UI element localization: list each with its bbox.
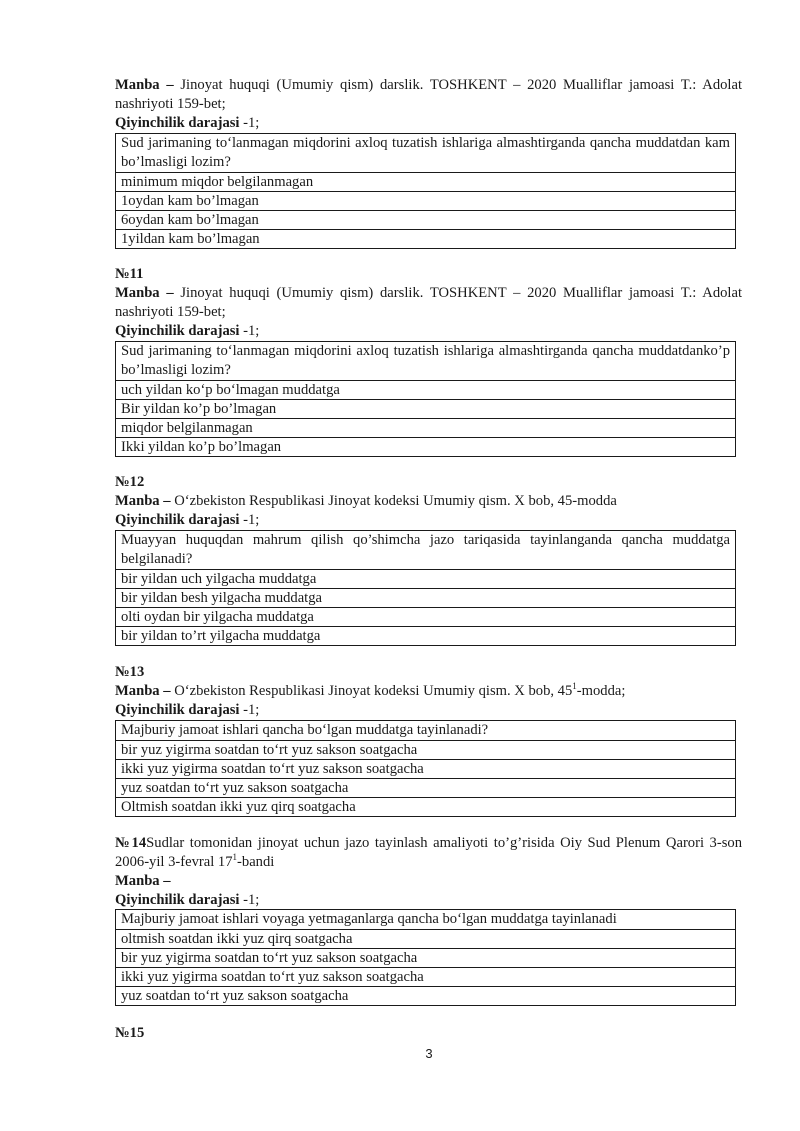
source-label: Manba – [115, 873, 171, 889]
difficulty-line [115, 322, 742, 341]
source-line [115, 682, 742, 701]
answer-option: bir yildan to’rt yilgacha muddatga [116, 626, 735, 645]
source-label: Manba – [115, 493, 171, 509]
question-table [115, 720, 736, 817]
question-number: №12 [115, 474, 145, 490]
source-line [115, 76, 742, 114]
question-text: Muayyan huquqdan mahrum qilish qo’shimcha jazo tariqasida tayinlanganda qancha muddatga belgilanadi? [121, 532, 730, 567]
question-table [115, 341, 736, 457]
difficulty-line [115, 701, 742, 720]
answer-option: bir yildan besh yilgacha muddatga [116, 588, 735, 607]
answer-option: oltmish soatdan ikki yuz qirq soatgacha [116, 929, 735, 948]
source-text: O‘zbekiston Respublikasi Jinoyat kodeksi Umumiy qism. X bob, 45 [170, 683, 573, 699]
question-number: №14 [115, 835, 147, 851]
difficulty-value: -1; [239, 115, 260, 131]
question-table [115, 909, 736, 1006]
source-line [115, 872, 742, 891]
source-label: Manba – [115, 77, 174, 93]
answer-option: minimum miqdor belgilanmagan [116, 172, 735, 191]
difficulty-line [115, 511, 742, 530]
intro-superscript: 1 [232, 852, 238, 863]
source-text: O‘zbekiston Respublikasi Jinoyat kodeksi Umumiy qism. X bob, 45-modda [170, 493, 617, 509]
source-text: Jinoyat huquqi (Umumiy qism) darslik. TOSHKENT – 2020 Mualliflar jamoasi T.: Adolat nashriyoti 159-bet; [115, 77, 742, 112]
question-table [115, 133, 736, 249]
source-label: Manba – [115, 683, 171, 699]
answer-option: 1yildan kam bo’lmagan [116, 229, 735, 248]
question-number: №13 [115, 664, 145, 680]
answer-option: 1oydan kam bo’lmagan [116, 191, 735, 210]
question-text: Majburiy jamoat ishlari qancha bo‘lgan muddatga tayinlanadi? [121, 722, 489, 738]
difficulty-label: Qiyinchilik darajasi [115, 892, 240, 908]
intro-text: Sudlar tomonidan jinoyat uchun jazo tayinlash amaliyoti to’g’risida Oiy Sud Plenum Qarori 3-son 2006-yil 3-fevral 17 [115, 835, 742, 870]
answer-option: uch yildan ko‘p bo‘lmagan muddatga [116, 380, 735, 399]
answer-option: miqdor belgilanmagan [116, 418, 735, 437]
difficulty-label: Qiyinchilik darajasi [115, 323, 240, 339]
answer-option: Ikki yildan ko’p bo’lmagan [116, 437, 735, 456]
source-text: Jinoyat huquqi (Umumiy qism) darslik. TOSHKENT – 2020 Mualliflar jamoasi T.: Adolat nashriyoti 159-bet; [115, 285, 742, 320]
source-tail: -modda; [576, 683, 626, 699]
difficulty-label: Qiyinchilik darajasi [115, 512, 240, 528]
intro-tail: -bandi [237, 854, 275, 870]
answer-option: bir yuz yigirma soatdan to‘rt yuz sakson soatgacha [116, 740, 735, 759]
question-text: Sud jarimaning to‘lanmagan miqdorini axloq tuzatish ishlariga almashtirganda qancha muddatdanko’p bo’lmasligi lozim? [121, 343, 730, 378]
question-intro [115, 834, 742, 872]
difficulty-value: -1; [239, 892, 260, 908]
question-text: Majburiy jamoat ishlari voyaga yetmaganlarga qancha bo‘lgan muddatga tayinlanadi [121, 911, 617, 927]
source-line [115, 284, 742, 322]
answer-option: olti oydan bir yilgacha muddatga [116, 607, 735, 626]
difficulty-line [115, 891, 742, 910]
question-number: №15 [115, 1025, 145, 1041]
question-number: №11 [115, 266, 144, 282]
difficulty-label: Qiyinchilik darajasi [115, 115, 240, 131]
difficulty-value: -1; [239, 512, 260, 528]
difficulty-value: -1; [239, 323, 260, 339]
source-line [115, 492, 742, 511]
source-label: Manba – [115, 285, 174, 301]
answer-option: bir yildan uch yilgacha muddatga [116, 569, 735, 588]
difficulty-label: Qiyinchilik darajasi [115, 702, 240, 718]
page-number: 3 [425, 1046, 433, 1061]
answer-option: ikki yuz yigirma soatdan to‘rt yuz sakson soatgacha [116, 759, 735, 778]
answer-option: ikki yuz yigirma soatdan to‘rt yuz sakson soatgacha [116, 967, 735, 986]
question-table [115, 530, 736, 646]
difficulty-value: -1; [239, 702, 260, 718]
source-superscript: 1 [572, 681, 577, 692]
answer-option: Bir yildan ko’p bo’lmagan [116, 399, 735, 418]
answer-option: 6oydan kam bo’lmagan [116, 210, 735, 229]
answer-option: Oltmish soatdan ikki yuz qirq soatgacha [116, 797, 735, 816]
answer-option: yuz soatdan to‘rt yuz sakson soatgacha [116, 986, 735, 1005]
answer-option: bir yuz yigirma soatdan to‘rt yuz sakson soatgacha [116, 948, 735, 967]
answer-option: yuz soatdan to‘rt yuz sakson soatgacha [116, 778, 735, 797]
question-text: Sud jarimaning to‘lanmagan miqdorini axloq tuzatish ishlariga almashtirganda qancha muddatdan kam bo’lmasligi lozim? [121, 135, 730, 170]
difficulty-line [115, 114, 742, 133]
